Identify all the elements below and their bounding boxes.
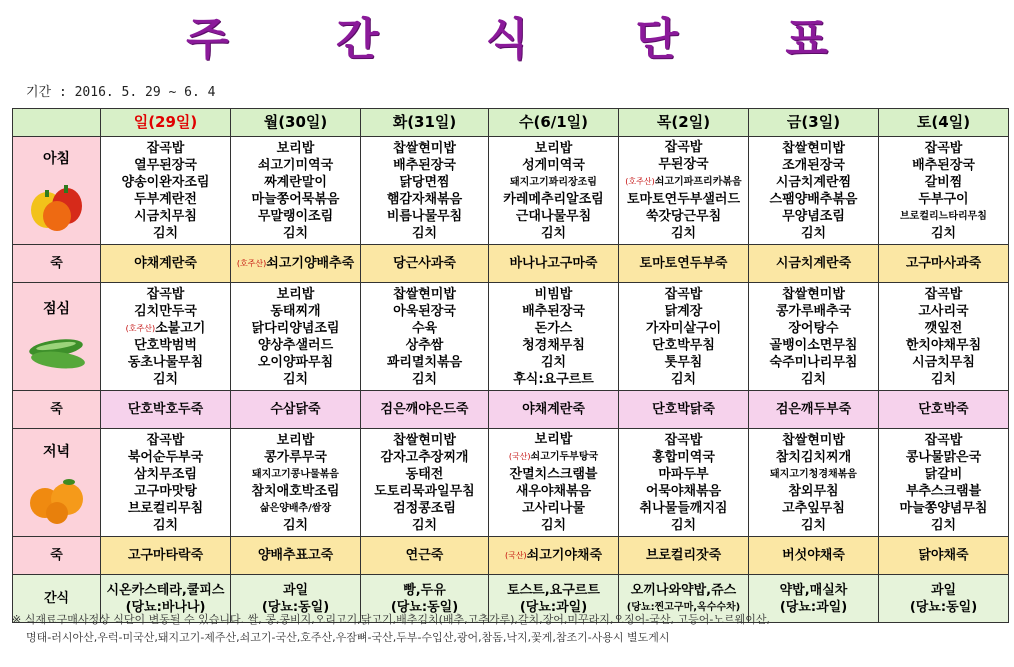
menu-item: 보리밥	[276, 432, 315, 448]
menu-item: 도토리묵과일무침	[374, 483, 475, 499]
menu-item: 김치	[152, 225, 179, 241]
menu-item: 김치	[800, 371, 827, 387]
menu-item: 찹쌀현미밥	[782, 140, 845, 156]
dinner-row	[13, 429, 1009, 537]
menu-item: 근대나물무침	[515, 208, 592, 224]
peppers-icon	[27, 176, 87, 234]
cucumber-icon	[26, 326, 88, 376]
juk-cell: 토마토연두부죽	[619, 245, 749, 283]
meal-label: 저녁	[42, 444, 71, 460]
menu-item: 김치	[152, 371, 179, 387]
menu-item: 콩가루배추국	[775, 303, 852, 319]
menu-cell	[101, 429, 231, 537]
origin-tag: (국산)	[508, 452, 531, 462]
menu-cell	[231, 137, 361, 245]
origin-tag: (국산)	[504, 551, 527, 560]
menu-item: 잡곡밥	[664, 140, 703, 156]
day-header: 화(31일)	[361, 109, 489, 137]
menu-item: 가자미살구이	[645, 320, 722, 336]
menu-item: 두부계란전	[134, 191, 197, 207]
menu-item: 찹쌀현미밥	[782, 286, 845, 302]
menu-item: 배추된장국	[393, 157, 456, 173]
breakfast-juk-row	[13, 245, 1009, 283]
menu-item: 보리밥	[534, 140, 573, 156]
menu-item: (호주산)소불고기	[125, 320, 206, 336]
menu-item: 보리밥	[534, 432, 573, 448]
juk-cell: 브로컬리잣죽	[619, 537, 749, 575]
menu-item: 양송이완자조림	[121, 174, 210, 190]
menu-item: 숙주미나리무침	[769, 354, 858, 370]
page-title: 주 간 식 단 표	[186, 14, 874, 65]
menu-item: (당뇨:찐고구마,옥수수차)	[626, 601, 741, 613]
menu-item: 장어탕수	[788, 320, 839, 336]
menu-item: 비름나물무침	[386, 208, 463, 224]
menu-item: (당뇨:과일)	[519, 599, 588, 615]
menu-item: 홍합미역국	[652, 449, 715, 465]
menu-cell	[619, 429, 749, 537]
menu-item: 열무된장국	[134, 157, 197, 173]
juk-cell: 바나나고구마죽	[489, 245, 619, 283]
origin-tag: (호주산)	[236, 259, 267, 268]
menu-item: 참치김치찌개	[775, 449, 852, 465]
menu-item: 김치	[800, 517, 827, 533]
menu-item: 잡곡밥	[146, 286, 185, 302]
menu-cell	[361, 429, 489, 537]
day-header: 금(3일)	[749, 109, 879, 137]
menu-cell	[879, 283, 1009, 391]
menu-cell	[231, 283, 361, 391]
menu-item: (당뇨:동일)	[261, 599, 330, 615]
menu-cell	[879, 137, 1009, 245]
origin-tag: (호주산)	[625, 177, 655, 187]
meal-label: 점심	[42, 301, 71, 317]
menu-item: 김치	[930, 517, 957, 533]
menu-item: 브로컬리무침	[127, 500, 204, 516]
menu-item: 무된장국	[658, 157, 709, 173]
menu-item: 청경채무침	[522, 337, 585, 353]
menu-item: 마늘쫑양념무침	[899, 500, 988, 516]
menu-item: 고사리나물	[522, 500, 585, 516]
menu-item: 새우야채볶음	[515, 483, 592, 499]
menu-item: 김치	[411, 371, 438, 387]
menu-item: 시금치무침	[134, 208, 197, 224]
footer-line: ※ 식재료구매사정상 식단이 변동될 수 있습니다. 쌀, 콩,콩비지,오리고기,닭고기,배추김치(배추,고추가루),갈치,장어,미꾸라지,오징어-국산, 고등어-노르웨이산,	[12, 613, 770, 626]
menu-item: 갈비찜	[924, 174, 963, 190]
menu-item: (국산)쇠고기두부탕국	[508, 451, 599, 463]
menu-item: 취나물들깨지짐	[639, 500, 728, 516]
oranges-icon	[27, 469, 87, 525]
juk-cell: 단호박닭죽	[619, 391, 749, 429]
menu-item: 고사리국	[918, 303, 969, 319]
menu-item: 잡곡밥	[146, 432, 185, 448]
menu-item: 햄감자채볶음	[386, 191, 463, 207]
menu-cell	[101, 137, 231, 245]
day-header-row	[13, 109, 1009, 137]
menu-item: 마파두부	[658, 466, 709, 482]
menu-item: 김치만두국	[134, 303, 197, 319]
menu-item: 과일	[930, 582, 957, 598]
menu-item: 수육	[411, 320, 438, 336]
menu-item: 돼지고기콩나물볶음	[252, 468, 339, 480]
menu-item: 김치	[670, 517, 697, 533]
menu-item: 시금치계란찜	[775, 174, 852, 190]
menu-cell	[231, 429, 361, 537]
menu-cell	[101, 283, 231, 391]
menu-cell	[619, 283, 749, 391]
menu-item: 찹쌀현미밥	[393, 140, 456, 156]
dinner-label-cell	[13, 429, 101, 537]
breakfast-row	[13, 137, 1009, 245]
menu-item: 무말랭이조림	[257, 208, 334, 224]
menu-item: 한치야채무침	[905, 337, 982, 353]
menu-item: 잡곡밥	[924, 140, 963, 156]
menu-item: 상추쌈	[405, 337, 444, 353]
juk-cell: (국산)쇠고기야채죽	[489, 537, 619, 575]
menu-item: 고추잎무침	[782, 500, 845, 516]
menu-item: 잡곡밥	[664, 432, 703, 448]
weekly-menu-table	[12, 108, 1009, 623]
juk-label: 죽	[13, 391, 101, 429]
menu-item: 돼지고기꽈리장조림	[510, 176, 597, 188]
menu-cell	[489, 429, 619, 537]
menu-item: 김치	[152, 517, 179, 533]
menu-item: 닭계장	[664, 303, 703, 319]
menu-item: 잡곡밥	[924, 432, 963, 448]
breakfast-label-cell	[13, 137, 101, 245]
menu-item: 동초나물무침	[127, 354, 204, 370]
day-header: 월(30일)	[231, 109, 361, 137]
menu-item: 잡곡밥	[146, 140, 185, 156]
dinner-juk-row	[13, 537, 1009, 575]
juk-cell: 버섯야채죽	[749, 537, 879, 575]
menu-cell	[619, 137, 749, 245]
menu-item: 김치	[411, 517, 438, 533]
menu-cell	[361, 137, 489, 245]
menu-item: 어묵야채볶음	[645, 483, 722, 499]
menu-item: (호주산)쇠고기파프리카볶음	[625, 176, 742, 188]
juk-cell: 단호박호두죽	[101, 391, 231, 429]
menu-item: 삶은양배추/쌈장	[259, 502, 332, 514]
menu-item: 김치	[670, 371, 697, 387]
menu-item: 감자고추장찌개	[380, 449, 469, 465]
juk-cell: 당근사과죽	[361, 245, 489, 283]
juk-cell: 양배추표고죽	[231, 537, 361, 575]
juk-cell: 시금치계란죽	[749, 245, 879, 283]
menu-item: 쇠고기미역국	[257, 157, 334, 173]
menu-item: 참외무침	[788, 483, 839, 499]
menu-item: 찹쌀현미밥	[393, 432, 456, 448]
menu-item: 카레메추리알조림	[503, 191, 604, 207]
menu-item: 성게미역국	[522, 157, 585, 173]
menu-item: 김치	[540, 354, 567, 370]
menu-item: 고구마맛탕	[134, 483, 197, 499]
menu-item: 오이양파무침	[257, 354, 334, 370]
menu-item: 콩가루무국	[264, 449, 327, 465]
menu-item: 잡곡밥	[664, 286, 703, 302]
menu-item: 스팸양배추볶음	[769, 191, 858, 207]
menu-item: 보리밥	[276, 286, 315, 302]
menu-item: 돈가스	[534, 320, 573, 336]
lunch-label-cell	[13, 283, 101, 391]
juk-cell: 야채계란죽	[101, 245, 231, 283]
menu-item: 김치	[282, 517, 309, 533]
menu-item: 김치	[282, 225, 309, 241]
juk-cell: 고구마사과죽	[879, 245, 1009, 283]
menu-cell	[749, 137, 879, 245]
menu-item: (당뇨:과일)	[779, 599, 848, 615]
menu-item: 삼치무조림	[134, 466, 197, 482]
menu-item: 아욱된장국	[393, 303, 456, 319]
menu-item: 짜계란말이	[264, 174, 327, 190]
menu-item: 참치애호박조림	[251, 483, 340, 499]
menu-item: 김치	[411, 225, 438, 241]
menu-item: 토스트,요구르트	[507, 582, 600, 598]
menu-item: 김치	[800, 225, 827, 241]
day-header: 일(29일)	[101, 109, 231, 137]
menu-item: 닭다리양념조림	[251, 320, 340, 336]
menu-item: 두부구이	[918, 191, 969, 207]
menu-item: 시온카스테라,쿨피스	[106, 582, 225, 598]
menu-item: 돼지고기청경채볶음	[770, 468, 857, 480]
menu-item: 양상추샐러드	[257, 337, 334, 353]
menu-item: 콩나물맑은국	[905, 449, 982, 465]
lunch-row	[13, 283, 1009, 391]
day-header: 목(2일)	[619, 109, 749, 137]
menu-item: 꽈리멸치볶음	[386, 354, 463, 370]
menu-item: (당뇨:동일)	[390, 599, 459, 615]
menu-item: 김치	[670, 225, 697, 241]
menu-item: 조개된장국	[782, 157, 845, 173]
juk-cell: 고구마타락죽	[101, 537, 231, 575]
footer-note	[12, 611, 1008, 647]
menu-item: 검정콩조림	[393, 500, 456, 516]
menu-item: 토마토연두부샐러드	[626, 191, 741, 207]
menu-cell	[489, 137, 619, 245]
menu-item: 비빔밥	[534, 286, 573, 302]
period-text: 기간 : 2016. 5. 29 ~ 6. 4	[26, 85, 216, 100]
footer-line: 명태-러시아산,우럭-미국산,돼지고기-제주산,쇠고기-국산,호주산,우잠뼈-국산,두부-수입산,광어,참돔,낙지,꽃게,참조기-사용시 별도게시	[26, 631, 670, 644]
menu-item: 마늘쫑어묵볶음	[251, 191, 340, 207]
menu-item: 잡곡밥	[924, 286, 963, 302]
menu-item: 오끼나와약밥,쥬스	[630, 582, 737, 598]
juk-cell: 야채계란죽	[489, 391, 619, 429]
menu-item: 동태찌개	[270, 303, 321, 319]
menu-item: 동태전	[405, 466, 444, 482]
meal-label: 아침	[42, 151, 71, 167]
day-header: 수(6/1일)	[489, 109, 619, 137]
juk-cell: (호주산)쇠고기양배추죽	[231, 245, 361, 283]
menu-item: 톳무침	[664, 354, 703, 370]
menu-item: 김치	[930, 225, 957, 241]
menu-item: 찹쌀현미밥	[782, 432, 845, 448]
menu-item: 닭갈비	[924, 466, 963, 482]
menu-cell	[749, 283, 879, 391]
juk-cell: 수삼닭죽	[231, 391, 361, 429]
menu-item: 김치	[540, 225, 567, 241]
menu-item: 단호박무침	[652, 337, 715, 353]
menu-cell	[749, 429, 879, 537]
menu-item: 쑥갓당근무침	[645, 208, 722, 224]
menu-item: 보리밥	[276, 140, 315, 156]
menu-item: 약밥,매실차	[779, 582, 848, 598]
juk-label: 죽	[13, 537, 101, 575]
menu-item: 후식:요구르트	[513, 371, 594, 387]
menu-cell	[361, 283, 489, 391]
juk-cell: 닭야채죽	[879, 537, 1009, 575]
menu-item: 브로컬리느타리무침	[900, 210, 987, 222]
menu-item: 배추된장국	[522, 303, 585, 319]
juk-cell: 검은깨야은드죽	[361, 391, 489, 429]
menu-item: 잔멸치스크램블	[509, 466, 598, 482]
menu-item: 김치	[930, 371, 957, 387]
day-header: 토(4일)	[879, 109, 1009, 137]
juk-cell: 검은깨두부죽	[749, 391, 879, 429]
menu-item: 김치	[540, 517, 567, 533]
menu-item: 무양념조림	[782, 208, 845, 224]
origin-tag: (호주산)	[125, 323, 156, 333]
menu-cell	[489, 283, 619, 391]
menu-item: 김치	[282, 371, 309, 387]
juk-label: 죽	[13, 245, 101, 283]
menu-item: 빵,두유	[403, 582, 446, 598]
menu-item: 부추스크램블	[905, 483, 982, 499]
menu-item: 과일	[282, 582, 309, 598]
menu-item: 북어순두부국	[127, 449, 204, 465]
menu-item: 시금치무침	[912, 354, 975, 370]
menu-item: 단호박범벅	[134, 337, 197, 353]
corner-cell	[13, 109, 101, 137]
menu-item: 골뱅이소면무침	[769, 337, 858, 353]
menu-cell	[879, 429, 1009, 537]
menu-item: 찹쌀현미밥	[393, 286, 456, 302]
juk-cell: 단호박죽	[879, 391, 1009, 429]
snack-label: 간식	[13, 575, 101, 623]
menu-item: 닭당면찜	[399, 174, 450, 190]
juk-cell: 연근죽	[361, 537, 489, 575]
menu-item: (당뇨:동일)	[909, 599, 978, 615]
menu-item: 배추된장국	[912, 157, 975, 173]
menu-item: (당뇨:바나나)	[125, 599, 206, 615]
menu-item: 깻잎전	[924, 320, 963, 336]
lunch-juk-row	[13, 391, 1009, 429]
